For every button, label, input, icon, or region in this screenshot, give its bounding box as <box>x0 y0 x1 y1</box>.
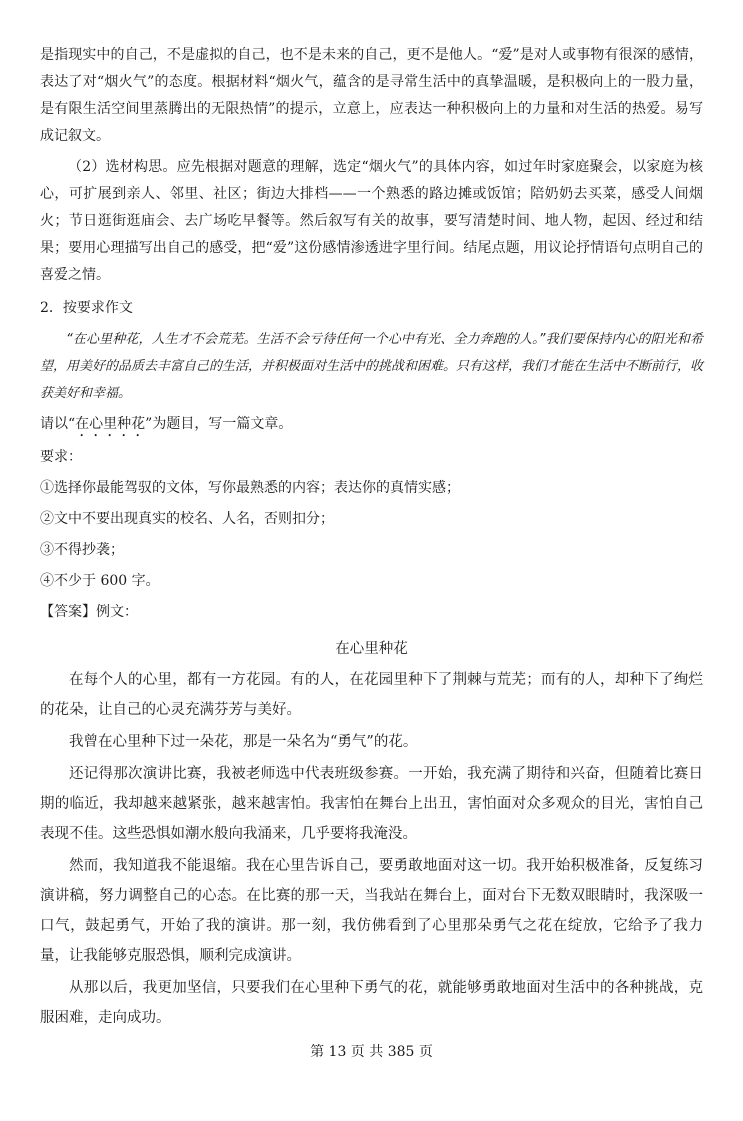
instruction-suffix: ”为题目，写一篇文章。 <box>145 416 293 432</box>
analysis-paragraph-material: （2）选材构思。应先根据对题意的理解，选定“烟火气”的具体内容，如过年时家庭聚会，以家庭为核心，可扩展到亲人、邻里、社区；街边大排档——一个熟悉的路边摊或饭馆；陪奶奶去买菜，感受人间烟火；节日逛街逛庙会、去广场吃早餐等。然后叙写有关的故事，要写清楚时间、地人物，起因、经过和结果；要用心理描写出自己的感受，把“爱”这份感情渗透进字里行间。结尾点题，用议论抒情语句点明自己的喜爱之情。 <box>40 159 703 283</box>
requirements-label: 要求： <box>40 449 82 465</box>
requirement-item: ④不少于 600 字。 <box>40 573 160 589</box>
essay-paragraph: 还记得那次演讲比赛，我被老师选中代表班级参赛。一开始，我充满了期待和兴奋，但随着比赛日期的临近，我却越来越紧张，越来越害怕。我害怕在舞台上出丑，害怕面对众多观众的目光，害怕自己表现不佳。这些恐惧如潮水般向我涌来，几乎要将我淹没。 <box>40 766 703 842</box>
essay-paragraph: 从那以后，我更加坚信，只要我们在心里种下勇气的花，就能够勇敢地面对生活中的各种挑战，克服困难，走向成功。 <box>40 980 703 1026</box>
question-heading: 2．按要求作文 <box>40 300 133 316</box>
essay-paragraph: 在每个人的心里，都有一方花园。有的人，在花园里种下了荆棘与荒芜；而有的人，却种下了绚烂的花朵，让自己的心灵充满芬芳与美好。 <box>40 672 703 718</box>
requirement-item: ①选择你最能驾驭的文体，写你最熟悉的内容；表达你的真情实感； <box>40 480 460 496</box>
question-instruction <box>40 411 703 440</box>
requirement-item: ②文中不要出现真实的校名、人名，否则扣分； <box>40 511 334 527</box>
requirement-item: ③不得抄袭； <box>40 542 124 558</box>
essay-title: 在心里种花 <box>335 641 408 657</box>
question-prompt-quote: “在心里种花，人生才不会荒芜。生活不会亏待任何一个心中有光、全力奔跑的人。”我们要保持内心的阳光和希望，用美好的品质去丰富自己的生活，并积极面对生活中的挑战和困难。只有这样，我们才能在生活中不断前行，收获美好和幸福。 <box>40 332 704 401</box>
essay-paragraph: 我曾在心里种下过一朵花，那是一朵名为“勇气”的花。 <box>69 734 418 750</box>
sample-essay <box>40 636 703 1033</box>
page-number: 第 13 页 共 385 页 <box>310 1044 433 1060</box>
answer-label: 【答案】例文： <box>40 604 138 620</box>
instruction-essay-title: 在心里种花 <box>75 416 146 432</box>
analysis-paragraph-intent: 是指现实中的自己，不是虚拟的自己，也不是未来的自己，更不是他人。“爱”是对人或事物有很深的感情，表达了对“烟火气”的态度。根据材料“烟火气，蕴含的是寻常生活中的真挚温暖，是积极向上的一股力量，是有限生活空间里蒸腾出的无限热情”的提示，立意上，应表达一种积极向上的力量和对生活的热爱。易写成记叙文。 <box>40 47 703 144</box>
essay-paragraph: 然而，我知道我不能退缩。我在心里告诉自己，要勇敢地面对这一切。我开始积极准备，反复练习演讲稿，努力调整自己的心态。在比赛的那一天，当我站在舞台上，面对台下无数双眼睛时，我深吸一口气，鼓起勇气，开始了我的演讲。那一刻，我仿佛看到了心里那朵勇气之花在绽放，它给予了我力量，让我能够克服恐惧，顺利完成演讲。 <box>40 858 703 964</box>
instruction-prefix: 请以“ <box>40 416 76 432</box>
